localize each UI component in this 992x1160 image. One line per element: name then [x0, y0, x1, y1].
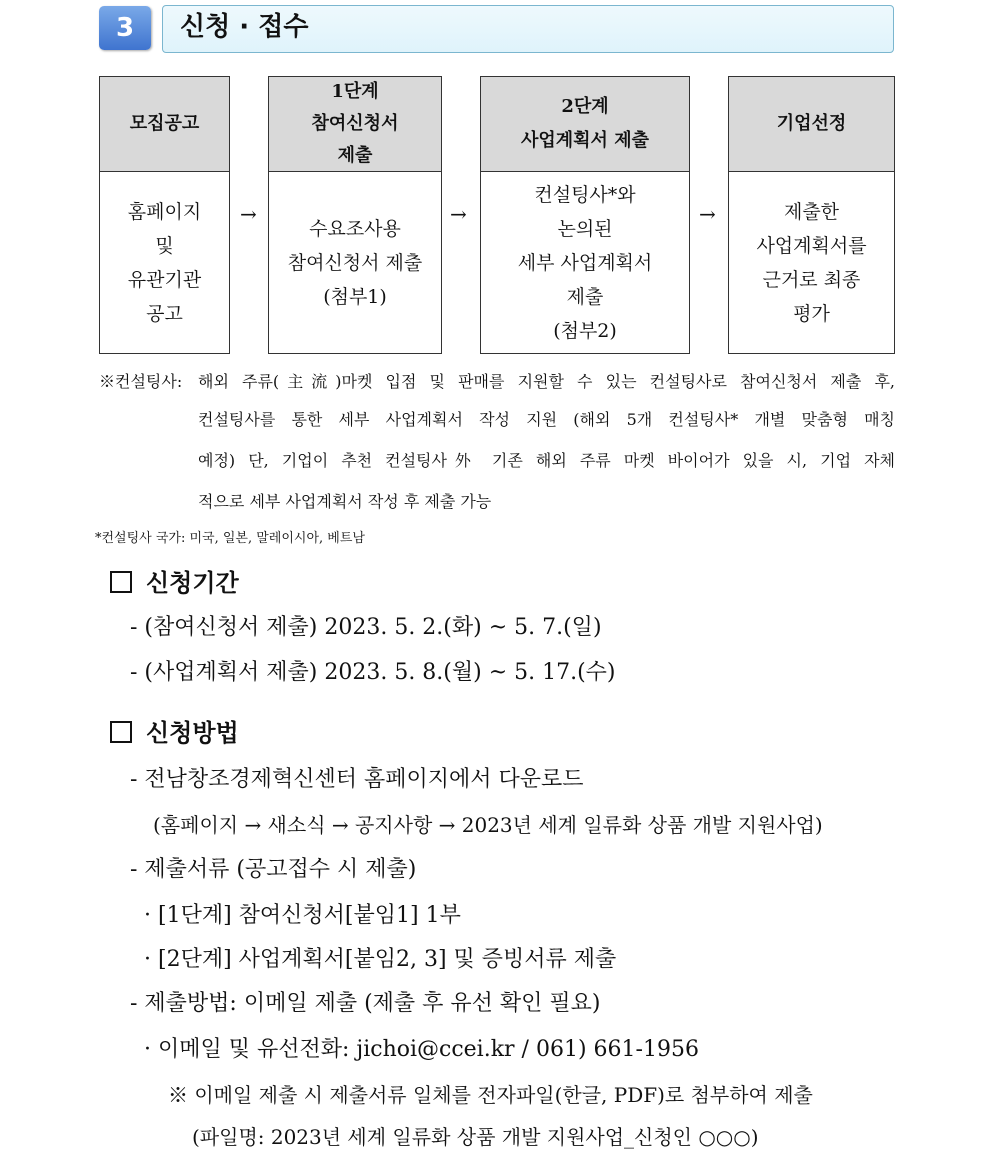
method-submit: - 제출방법: 이메일 제출 (제출 후 유선 확인 필요)	[130, 991, 601, 1016]
flow-step-stage1	[268, 76, 442, 354]
flow-step-head: 1단계 참여신청서 제출	[269, 77, 441, 172]
period-item: - (사업계획서 제출) 2023. 5. 8.(월) ~ 5. 17.(수)	[130, 660, 616, 685]
method-doc-item: · [1단계] 참여신청서[붙임1] 1부	[144, 903, 461, 928]
method-path: (홈페이지 → 새소식 → 공지사항 → 2023년 세계 일류화 상품 개발 지원사업)	[153, 813, 823, 837]
method-doc-item: · [2단계] 사업계획서[붙임2, 3] 및 증빙서류 제출	[144, 947, 617, 972]
note-line: 컨설팅사를 통한 세부 사업계획서 작성 지원 (해외 5개 컨설팅사* 개별 맞춤형 매칭	[198, 410, 895, 429]
method-attach-note: ※ 이메일 제출 시 제출서류 일체를 전자파일(한글, PDF)로 첨부하여 제출	[168, 1083, 813, 1107]
flow-step-stage2	[480, 76, 690, 354]
note-label: ※컨설팅사:	[99, 372, 183, 391]
flow-step-head: 2단계 사업계획서 제출	[481, 77, 689, 172]
note-line: 적으로 세부 사업계획서 작성 후 제출 가능	[198, 492, 492, 511]
method-docs-title: - 제출서류 (공고접수 시 제출)	[130, 857, 417, 882]
period-heading-text: 신청기간	[146, 569, 239, 597]
section-number-badge: 3	[99, 6, 151, 50]
flow-step-head: 기업선정	[729, 77, 894, 172]
flow-step-body: 컨설팅사*와 논의된 세부 사업계획서 제출 (첨부2)	[517, 183, 653, 342]
flow-step-announcement	[99, 76, 230, 354]
checkbox-square-icon	[110, 721, 132, 743]
period-heading	[110, 563, 239, 598]
flow-step-head: 모집공고	[100, 77, 229, 172]
method-heading-text: 신청방법	[146, 719, 239, 747]
note-line: 예정) 단, 기업이 추천 컨설팅사外 기존 해외 주류 마켓 바이어가 있을 시, 기업 자체	[198, 451, 895, 470]
method-contact: · 이메일 및 유선전화: jichoi@ccei.kr / 061) 661-1956	[144, 1037, 699, 1062]
method-heading	[110, 713, 239, 748]
note-footnote: *컨설팅사 국가: 미국, 일본, 말레이시아, 베트남	[95, 531, 365, 546]
method-download: - 전남창조경제혁신센터 홈페이지에서 다운로드	[130, 767, 584, 792]
flow-step-body: 수요조사용 참여신청서 제출 (첨부1)	[287, 217, 423, 308]
flow-arrow: →	[240, 202, 257, 226]
flow-step-body: 제출한 사업계획서를 근거로 최종 평가	[756, 200, 867, 325]
section-title: 신청 · 접수	[180, 12, 309, 42]
period-item: - (참여신청서 제출) 2023. 5. 2.(화) ~ 5. 7.(일)	[130, 615, 602, 640]
checkbox-square-icon	[110, 571, 132, 593]
method-filename: (파일명: 2023년 세계 일류화 상품 개발 지원사업_신청인 ○○○)	[192, 1125, 759, 1149]
flow-step-selection	[728, 76, 895, 354]
note-line: 해외 주류(主流)마켓 입점 및 판매를 지원할 수 있는 컨설팅사로 참여신청서 제출 후,	[198, 372, 895, 391]
flow-arrow: →	[699, 202, 716, 226]
flow-step-body: 홈페이지 및 유관기관 공고	[127, 200, 202, 325]
flow-arrow: →	[450, 202, 467, 226]
